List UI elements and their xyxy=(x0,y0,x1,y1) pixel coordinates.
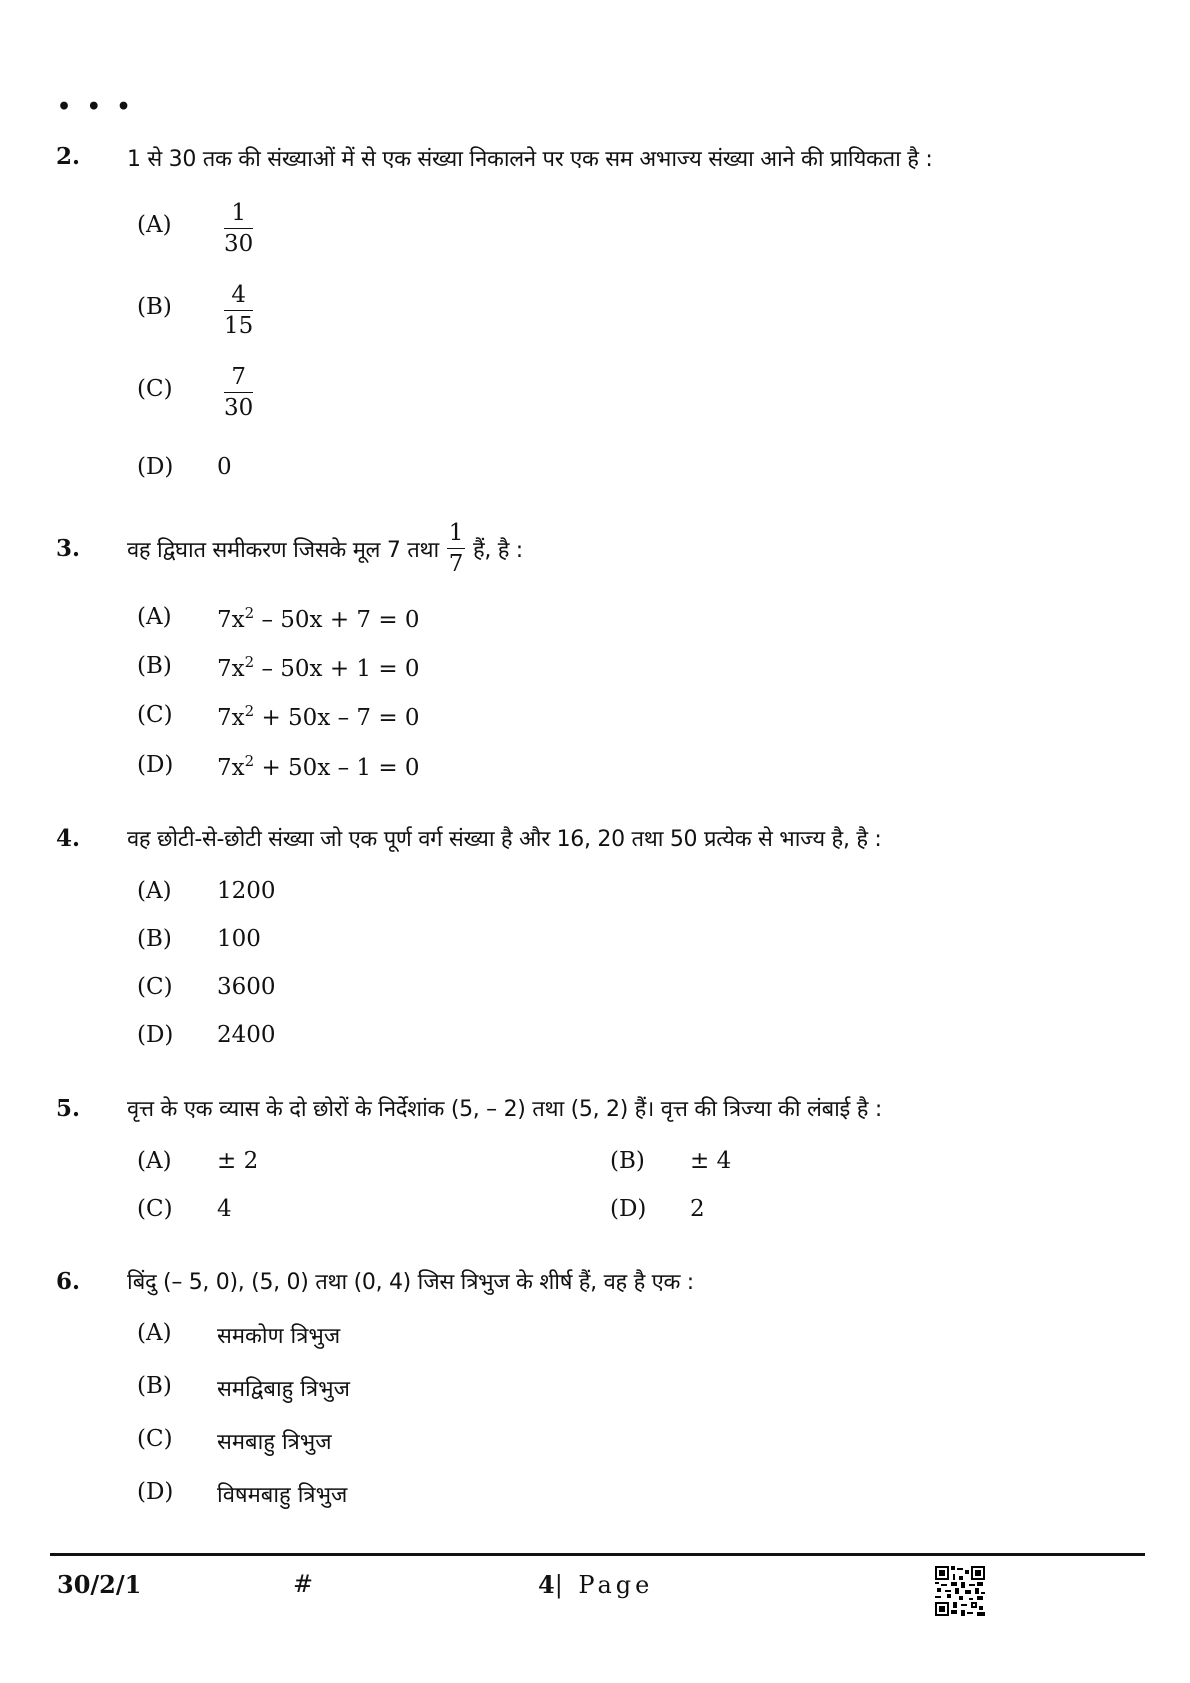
option-label: (C) xyxy=(137,1426,173,1452)
option-label: (C) xyxy=(137,1196,173,1222)
option-value-fraction xyxy=(224,280,253,341)
option-value: $7x^2 + 50x - 7 = 0$ xyxy=(217,702,420,731)
question-text xyxy=(127,518,523,579)
paper-code: 30/2/1 xyxy=(57,1570,142,1599)
option-value-fraction xyxy=(224,362,253,423)
question-number: 2. xyxy=(56,143,81,170)
numerator: 7 xyxy=(231,364,246,390)
option-label: (C) xyxy=(137,702,173,728)
option-value: $7x^2 - 50x + 7 = 0$ xyxy=(217,604,420,633)
page-number: 4| Page xyxy=(538,1570,654,1599)
option-value: 2 xyxy=(690,1196,705,1222)
numerator: 1 xyxy=(231,200,246,226)
page-label: Page xyxy=(578,1571,654,1599)
question-number: 3. xyxy=(56,535,81,562)
option-value: 0 xyxy=(217,454,232,480)
option-value: समद्विबाहु त्रिभुज xyxy=(217,1377,350,1402)
page-number-value: 4 xyxy=(538,1570,555,1599)
hash-mark: # xyxy=(293,1570,314,1598)
option-value: 3600 xyxy=(217,974,276,1000)
option-value: 2400 xyxy=(217,1022,276,1048)
option-label: (C) xyxy=(137,974,173,1000)
option-value: $7x^2 - 50x + 1 = 0$ xyxy=(217,653,420,682)
option-value: 1200 xyxy=(217,878,276,904)
footer-divider xyxy=(50,1553,1145,1556)
question-text: 1 से 30 तक की संख्याओं में से एक संख्या निकालने पर एक सम अभाज्य संख्या आने की प्रायिकता है : xyxy=(127,147,933,172)
option-value: समकोण त्रिभुज xyxy=(217,1324,341,1349)
option-value: 100 xyxy=(217,926,261,952)
option-value: ± 2 xyxy=(217,1148,259,1174)
option-label: (B) xyxy=(137,294,172,320)
option-value: विषमबाहु त्रिभुज xyxy=(217,1483,348,1508)
question-text: बिंदु (– 5, 0), (5, 0) तथा (0, 4) जिस त्रिभुज के शीर्ष हैं, वह है एक : xyxy=(127,1270,694,1295)
option-label: (A) xyxy=(137,604,172,630)
option-label: (B) xyxy=(610,1148,645,1174)
denominator: 30 xyxy=(224,395,254,421)
option-label: (B) xyxy=(137,926,172,952)
question-number: 6. xyxy=(56,1268,81,1295)
option-label: (D) xyxy=(137,752,174,778)
numerator: 4 xyxy=(231,282,246,308)
question-text-before: वह द्विघात समीकरण जिसके मूल 7 तथा xyxy=(127,537,439,563)
question-number: 4. xyxy=(56,825,81,852)
question-number: 5. xyxy=(56,1095,81,1122)
option-label: (B) xyxy=(137,653,172,679)
option-value: ± 4 xyxy=(690,1148,732,1174)
option-label: (D) xyxy=(137,454,174,480)
question-text: वह छोटी-से-छोटी संख्या जो एक पूर्ण वर्ग संख्या है और 16, 20 तथा 50 प्रत्येक से भाज्य है, है : xyxy=(127,827,882,852)
option-label: (C) xyxy=(137,376,173,402)
question-text: वृत्त के एक व्यास के दो छोरों के निर्देशांक (5, – 2) तथा (5, 2) हैं। वृत्त की त्रिज्या की लंबाई है : xyxy=(127,1097,882,1122)
denominator: 7 xyxy=(448,551,464,577)
option-value: 4 xyxy=(217,1196,232,1222)
option-label: (D) xyxy=(610,1196,647,1222)
numerator: 1 xyxy=(448,520,464,546)
denominator: 30 xyxy=(224,231,254,257)
option-label: (D) xyxy=(137,1022,174,1048)
option-label: (A) xyxy=(137,212,172,238)
question-text-after: हैं, है : xyxy=(472,537,523,563)
denominator: 15 xyxy=(224,313,254,339)
option-value: $7x^2 + 50x - 1 = 0$ xyxy=(217,752,420,781)
option-value: समबाहु त्रिभुज xyxy=(217,1430,332,1455)
option-label: (A) xyxy=(137,1148,172,1174)
qr-code-icon xyxy=(935,1565,985,1617)
option-label: (D) xyxy=(137,1479,174,1505)
option-label: (B) xyxy=(137,1373,172,1399)
option-label: (A) xyxy=(137,878,172,904)
option-label: (A) xyxy=(137,1320,172,1346)
option-value-fraction xyxy=(224,198,253,259)
continuation-marker: • • • xyxy=(57,94,135,120)
